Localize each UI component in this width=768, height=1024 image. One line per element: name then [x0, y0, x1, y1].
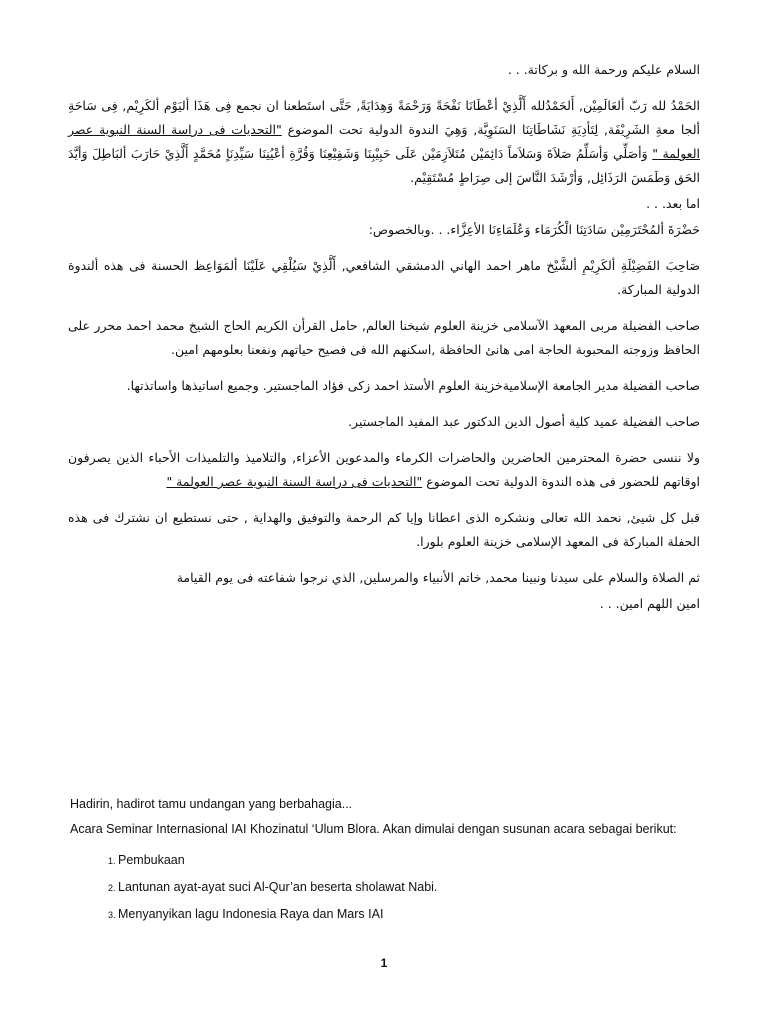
agenda-item: 2. Lantunan ayat-ayat suci Al-Qur’an beserta sholawat Nabi.	[118, 874, 700, 901]
paragraph-gratitude: قبل كل شيئ, نحمد الله تعالى ونشكره الذى اعطانا وإيا كم الرحمة والتوفيق والهداية , حتى نستطيع ان نشترك فى هذه الحفلة المباركة فى المعهد الإسلامى خزينة العلوم بلورا.	[68, 510, 700, 549]
paragraph-murabbi: صاحب الفضيلة مربى المعهد الآسلامى خزينة العلوم شيخنا العالم, حامل القرأن الكريم الحاج الشيخ محمد احمد محرر على الحافظ وزوجته المحبوبة الحاجة امى هانئ الحافظة ,اسكنهم الله فى فصيح حياتهم ونفعنا بعلومهم امين.	[68, 318, 700, 357]
seminar-theme-repeat: "التحديات فى دراسة السنة النبوية عصر العولمة "	[166, 474, 423, 489]
seminar-theme: "التحديات فى دراسة السنة النبوية عصر العولمة "	[68, 122, 700, 161]
amma-bad: اما بعد. . .	[646, 196, 700, 211]
arabic-greeting: السلام عليكم ورحمة الله و بركاتة. . .	[507, 62, 700, 77]
agenda-item: 1. Pembukaan	[118, 847, 700, 874]
paragraph-salawat-prophet: ثم الصلاة والسلام على سيدنا ونبينا محمد, خاتم الأنبياء والمرسلين, الذي نرجوا شفاعته فى يوم القيامة	[176, 570, 700, 585]
paragraph-attendees	[68, 446, 700, 494]
salawat-text: وَأصَلِّي وَأسَلِّمُ صَلاَةَ وَسَلاَماً دَائِمَيْن مُتَلاَزِمَيْن عَلَى حَبِيْبِنَا وَشَفِيْعِنَا وَقُرَّةِ أعْيُنِنَا سَيِّدِنَاٍ مُحَمَّدٍ أَلَّذِيْ حَارَبَ ألبَاطِلَ وَأيَّدَ الحَق وَطَمَسَ الرَذَائِل, وَأرْشَدَ النَّاسَ إلى صِرَاطٍ مُسْتَقِيْم.	[68, 146, 700, 185]
agenda-intro: Acara Seminar Internasional IAI Khozinatul ‘Ulum Blora. Akan dimulai dengan susunan acara sebagai berikut:	[70, 822, 677, 836]
paragraph-dean: صاحب الفضيلة عميد كلية أصول الدين الدكتور عبد المفيد الماجستير.	[348, 414, 700, 429]
arabic-hamd-paragraph	[68, 94, 700, 190]
paragraph-rector: صاحب الفضيلة مدير الجامعة الإسلاميةخزينة العلوم الأستذ احمد زكى فؤاد الماجستير. وجميع اساتيذها واساتذتها.	[126, 378, 700, 393]
paragraph-sheikh-maher: صَاحِبَ الفَضِيْلَةِ ألكَرِيْمِ ألشَّيْخ ماهر احمد الهاني الدمشقي الشافعي, أَلَّذِيْ سَيُلْقِي عَلَيْنَا ألمَوَاعِظ الحسنة فى هذه ألندوة الدولية المباركة.	[68, 258, 700, 297]
agenda-item: 3. Menyanyikan lagu Indonesia Raya dan Mars IAI	[118, 901, 700, 928]
indonesian-greeting: Hadirin, hadirot tamu undangan yang berbahagia...	[70, 797, 353, 811]
page-number: 1	[380, 956, 388, 970]
amin-line: امين اللهم امين. . .	[599, 596, 700, 611]
agenda-list	[70, 847, 700, 928]
hadrah-line: حَضْرَةَ ألمُحْتَرَمِيْن سَادَتِنَا الْكُرَمَاء وَعُلَمَاءِنَا الأعِزَّاء. . .وبالخصوص:	[368, 222, 700, 237]
indonesian-section	[70, 792, 700, 928]
attendees-text: ولا ننسى حضرة المحترمين الحاضرين والحاضرات الكرماء والمدعوين الأعزاء, والتلاميذ والتلميذات الأحباء الذين يصرفون اوقاتهم للحضور فى هذه الندوة الدولية تحت الموضوع	[68, 450, 700, 489]
hamd-text: الحَمْدُ لله رَبّ ألعَالَمِيْن, أَلحَمْدُلله أَلَّذِيْ أعْطَانَا نَفْحَةً وَرَحْمَةً وَهِدَايَةً, حَتَّى استَطعنا ان نجمع فِى هَذَا أليَوْم ألكَرِيْم, فِى سَاحَةِ ألجا معةِ الشَرِيْفَة, لِتَأدِيَةِ نَشَاطَاتِنَا السَنَوِيَّة, وَهِيَ الندوة الدولية تحت الموضوع	[68, 98, 700, 137]
arabic-section	[68, 58, 700, 628]
